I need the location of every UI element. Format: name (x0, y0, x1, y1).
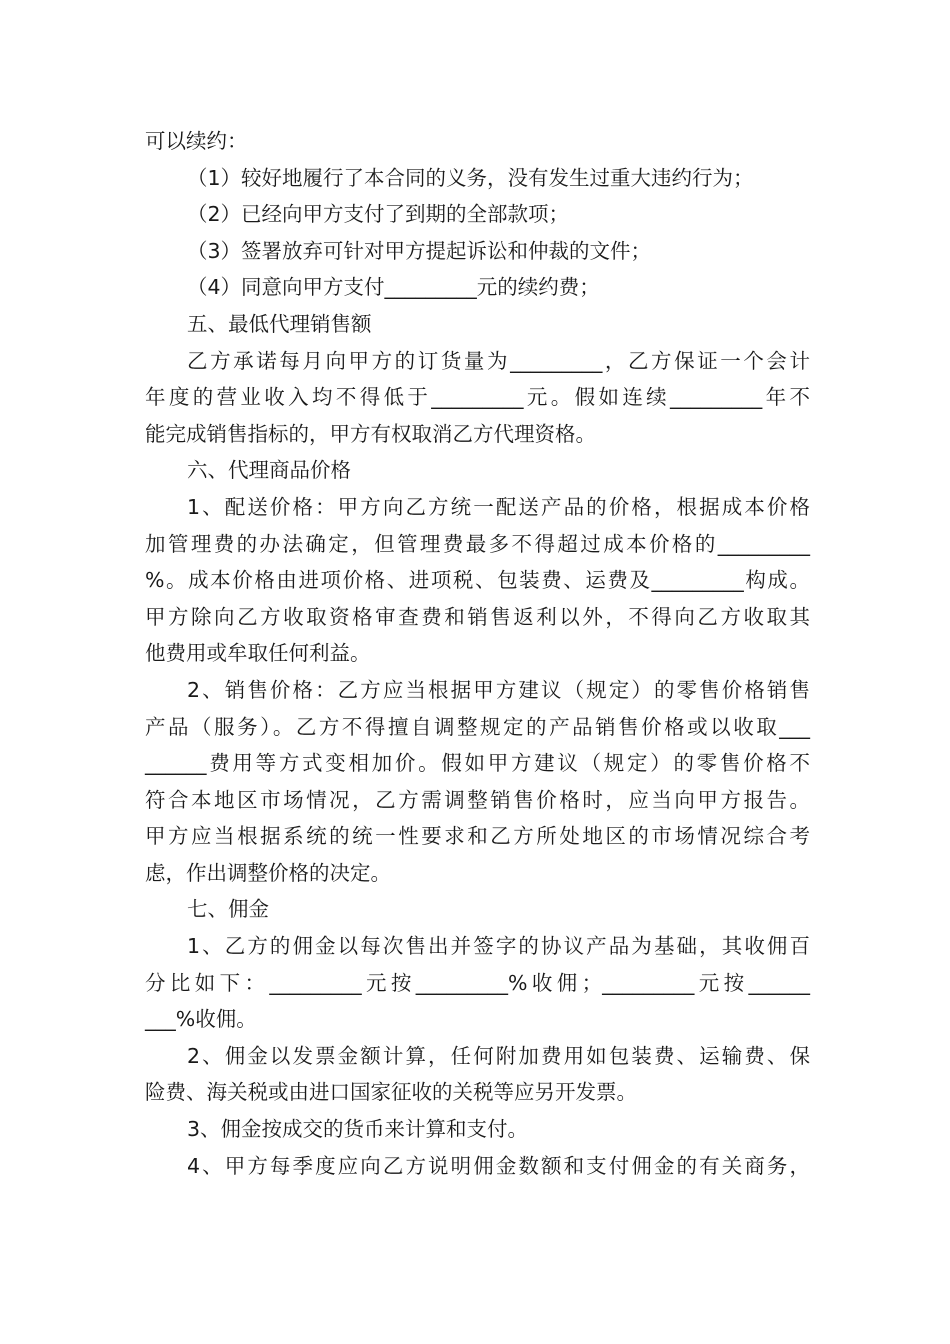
text-line: 3、佣金按成交的货币来计算和支付。 (187, 1117, 529, 1142)
text-line: 2、销售价格：乙方应当根据甲方建议（规定）的零售价格销售 (187, 677, 810, 702)
text-line: 加管理费的办法确定，但管理费最多不得超过成本价格的_________ (145, 531, 810, 556)
text-line: 可以续约： (145, 129, 248, 153)
text-line: （4）同意向甲方支付_________元的续约费； (187, 275, 600, 300)
text-line: 符合本地区市场情况，乙方需调整销售价格时，应当向甲方报告。 (145, 787, 810, 812)
text-line: 产品（服务）。乙方不得擅自调整规定的产品销售价格或以收取___ (145, 714, 810, 739)
contract-body (145, 123, 810, 1184)
text-line: 甲方除向乙方收取资格审查费和销售返利以外，不得向乙方收取其 (145, 604, 810, 629)
text-line: 七、佣金 (187, 897, 269, 922)
text-line: 2、佣金以发票金额计算，任何附加费用如包装费、运输费、保 (187, 1043, 810, 1068)
text-line: 五、最低代理销售额 (187, 311, 372, 336)
text-line: 4、甲方每季度应向乙方说明佣金数额和支付佣金的有关商务， (187, 1153, 810, 1178)
text-line: （2）已经向甲方支付了到期的全部款项； (187, 202, 570, 227)
text-line: 1、配送价格：甲方向乙方统一配送产品的价格，根据成本价格 (187, 494, 810, 519)
text-line: （1）较好地履行了本合同的义务，没有发生过重大违约行为； (187, 165, 754, 190)
text-line: 他费用或牟取任何利益。 (145, 641, 371, 666)
text-line: （3）签署放弃可针对甲方提起诉讼和仲裁的文件； (187, 238, 652, 263)
text-line: 分比如下：_________元按_________%收佣；_________元按______ (145, 970, 810, 995)
text-line: %。成本价格由进项价格、进项税、包装费、运费及_________构成。 (145, 568, 810, 593)
text-line: ___%收佣。 (145, 1007, 257, 1032)
text-line: 乙方承诺每月向甲方的订货量为_________，乙方保证一个会计 (187, 348, 810, 373)
text-line: 甲方应当根据系统的统一性要求和乙方所处地区的市场情况综合考 (145, 824, 810, 849)
text-line: 能完成销售指标的，甲方有权取消乙方代理资格。 (145, 421, 596, 446)
text-line: 年度的营业收入均不得低于_________元。假如连续_________年不 (145, 385, 810, 410)
text-line: 1、乙方的佣金以每次售出并签字的协议产品为基础，其收佣百 (187, 934, 810, 959)
text-line: 虑，作出调整价格的决定。 (145, 860, 391, 885)
text-line: 险费、海关税或由进口国家征收的关税等应另开发票。 (145, 1080, 637, 1105)
text-line: 六、代理商品价格 (187, 458, 351, 483)
text-line: ______费用等方式变相加价。假如甲方建议（规定）的零售价格不 (145, 751, 810, 776)
